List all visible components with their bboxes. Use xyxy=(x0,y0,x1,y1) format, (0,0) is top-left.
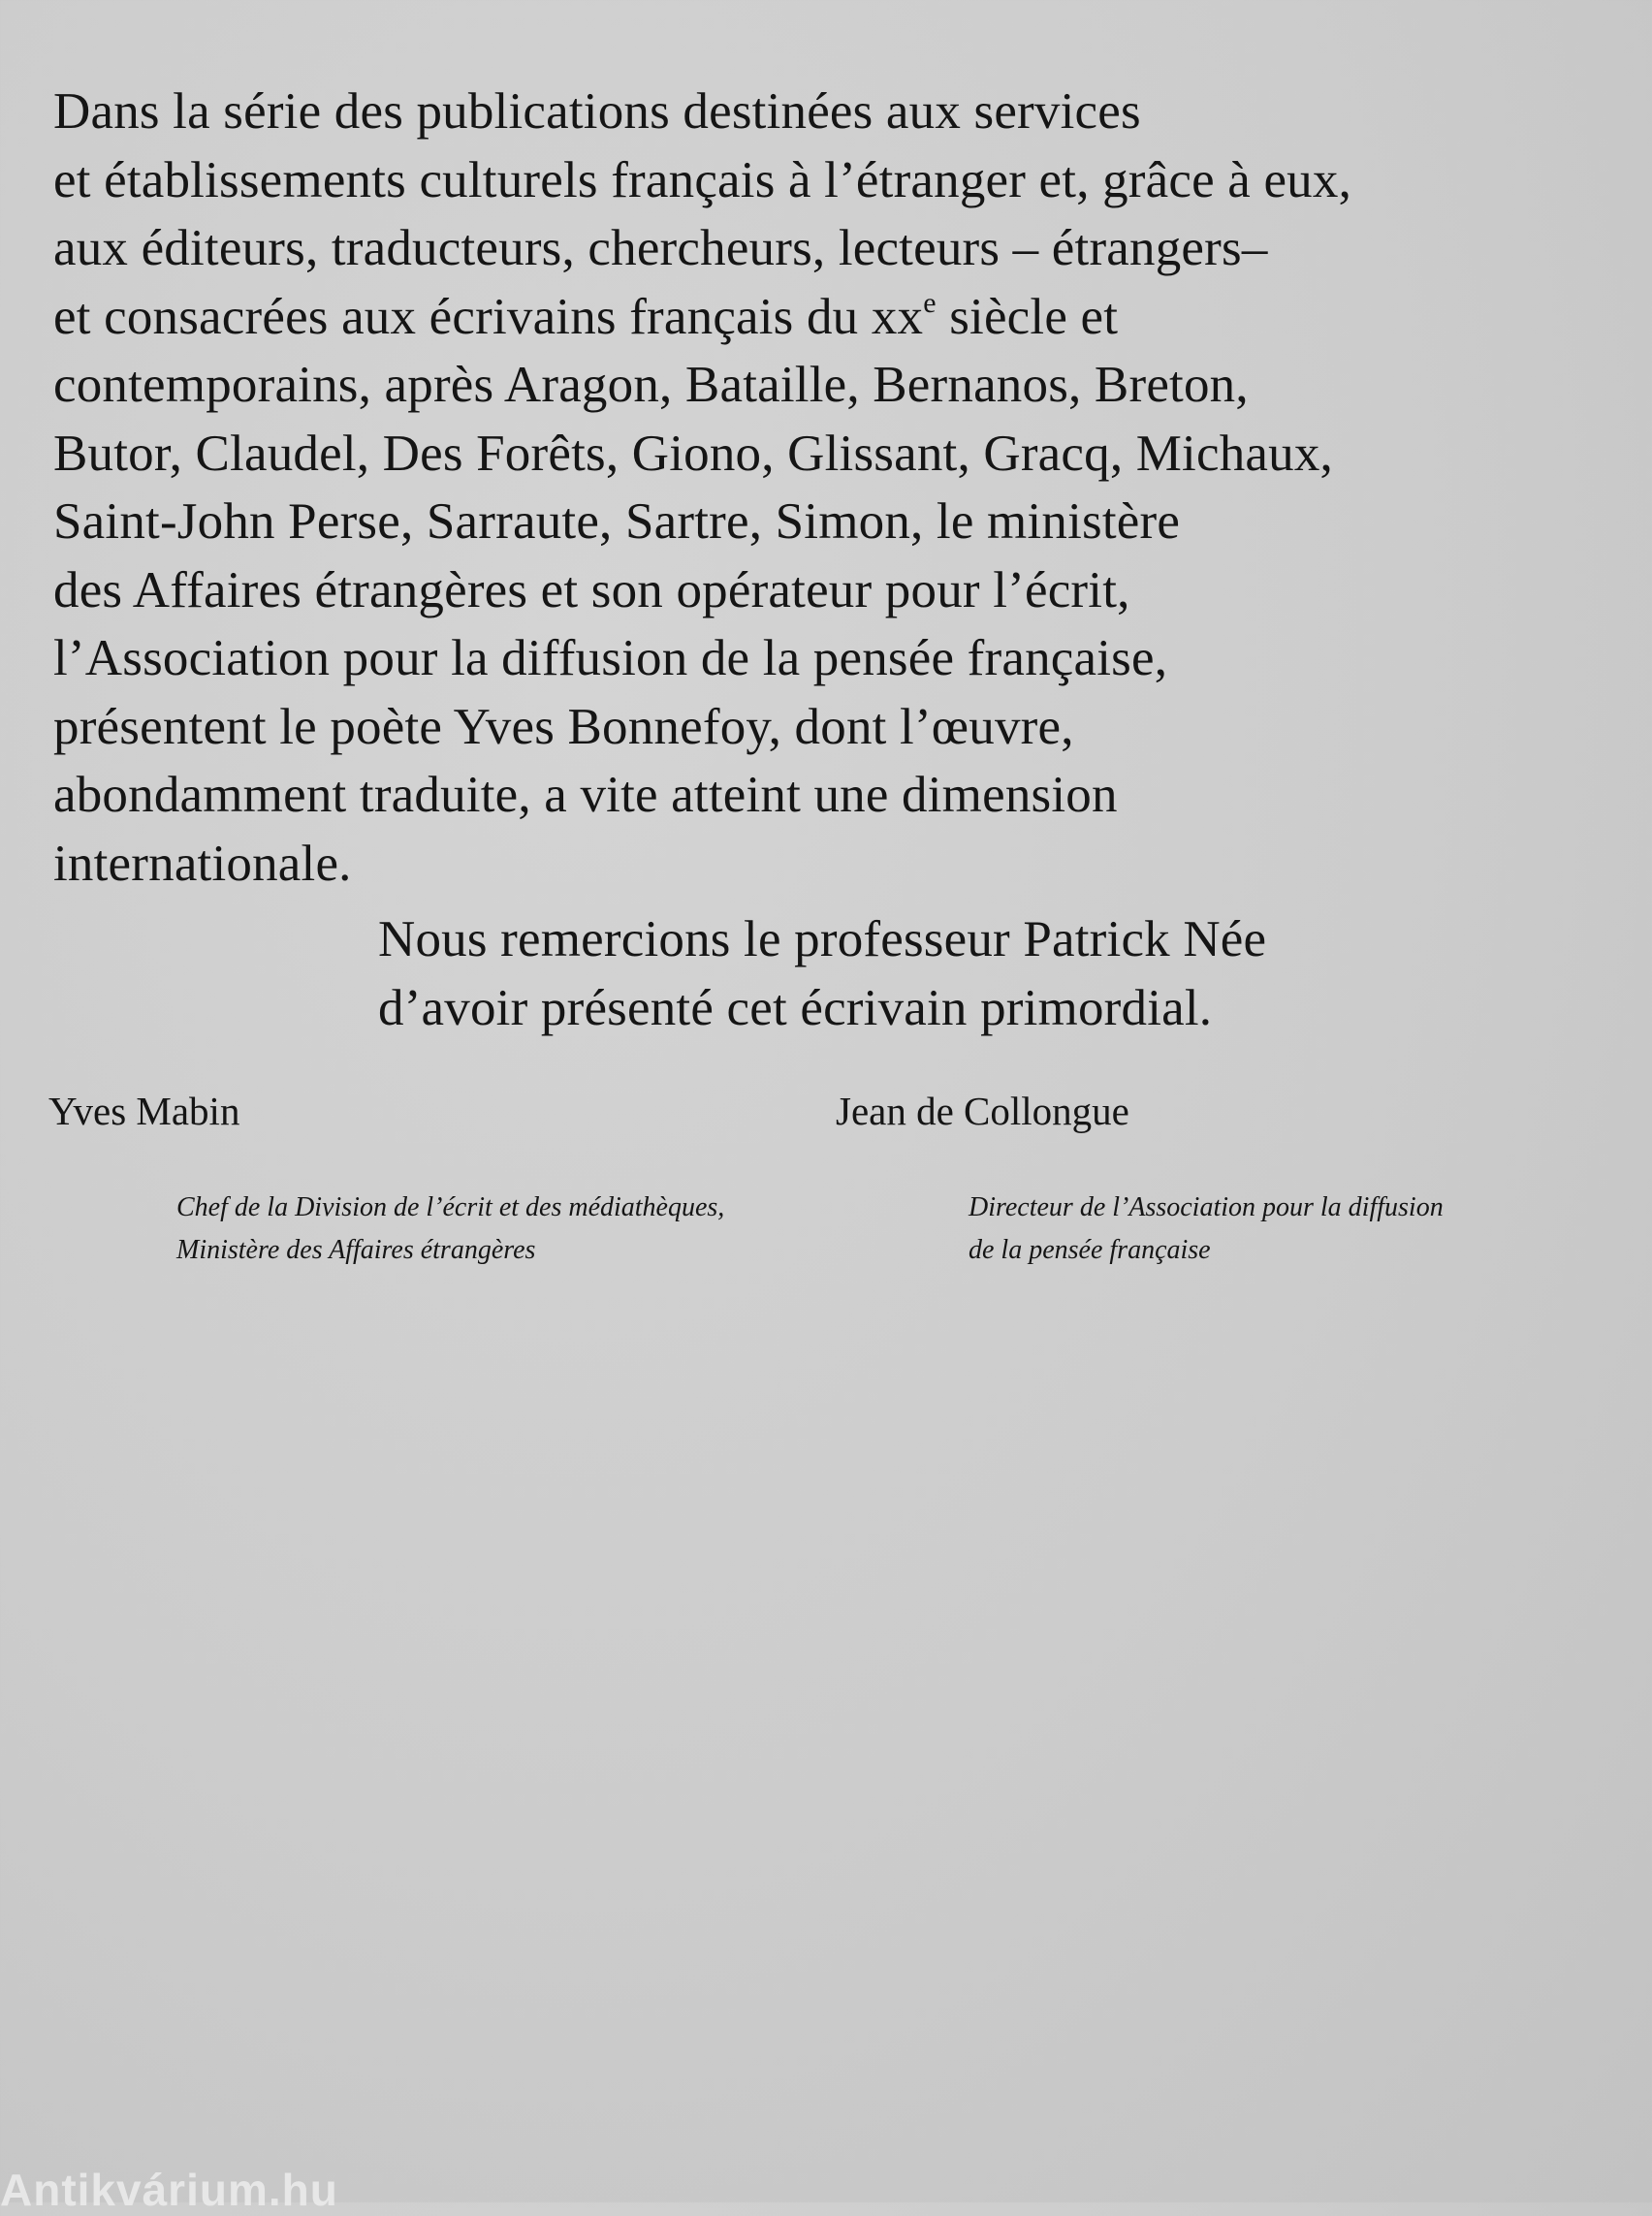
century-numeral: xx xyxy=(871,288,924,345)
thanks-line: d’avoir présenté cet écrivain primordial. xyxy=(378,980,1213,1036)
intro-line: des Affaires étrangères et son opérateur pour l’écrit, xyxy=(53,561,1130,618)
intro-line: Butor, Claudel, Des Forêts, Giono, Glissant, Gracq, Michaux, xyxy=(53,425,1333,482)
signatory-name: Yves Mabin xyxy=(48,1089,240,1133)
intro-line-start: et consacrées aux écrivains français du xyxy=(53,288,859,345)
intro-line: internationale. xyxy=(53,835,352,892)
century-suffix: e xyxy=(923,286,937,319)
intro-line: et établissements culturels français à l’étranger et, grâce à eux, xyxy=(53,151,1352,208)
signatory-role xyxy=(969,1187,1444,1272)
intro-line: Dans la série des publications destinées aux services xyxy=(53,83,1141,140)
signatory-role xyxy=(176,1187,724,1272)
signatory-role-line: Chef de la Division de l’écrit et des médiathèques, xyxy=(176,1192,725,1222)
intro-line: l’Association pour la diffusion de la pensée française, xyxy=(53,630,1168,686)
signatory-role-line: Ministère des Affaires étrangères xyxy=(176,1235,536,1265)
intro-line: présentent le poète Yves Bonnefoy, dont l’œuvre, xyxy=(53,698,1074,755)
intro-line: contemporains, après Aragon, Bataille, Bernanos, Breton, xyxy=(53,357,1249,413)
signatory-role-line: Directeur de l’Association pour la diffusion xyxy=(969,1192,1444,1222)
signatory-yves-mabin xyxy=(48,1086,724,1272)
signatory-role-line: de la pensée française xyxy=(969,1235,1211,1265)
watermark: Antikvárium.hu xyxy=(0,2165,338,2215)
intro-line-end: siècle et xyxy=(949,288,1119,345)
intro-line: aux éditeurs, traducteurs, chercheurs, lecteurs – étrangers– xyxy=(53,220,1268,276)
signatory-jean-de-collongue xyxy=(836,1086,1444,1272)
thanks-line: Nous remercions le professeur Patrick Née xyxy=(378,911,1267,967)
intro-line-century xyxy=(53,283,1624,352)
intro-paragraph xyxy=(53,78,1624,898)
intro-line: Saint-John Perse, Sarraute, Sartre, Simon, le ministère xyxy=(53,493,1181,550)
thanks-paragraph xyxy=(378,905,1590,1043)
intro-line: abondamment traduite, a vite atteint une dimension xyxy=(53,767,1118,823)
signatory-name: Jean de Collongue xyxy=(836,1089,1129,1133)
